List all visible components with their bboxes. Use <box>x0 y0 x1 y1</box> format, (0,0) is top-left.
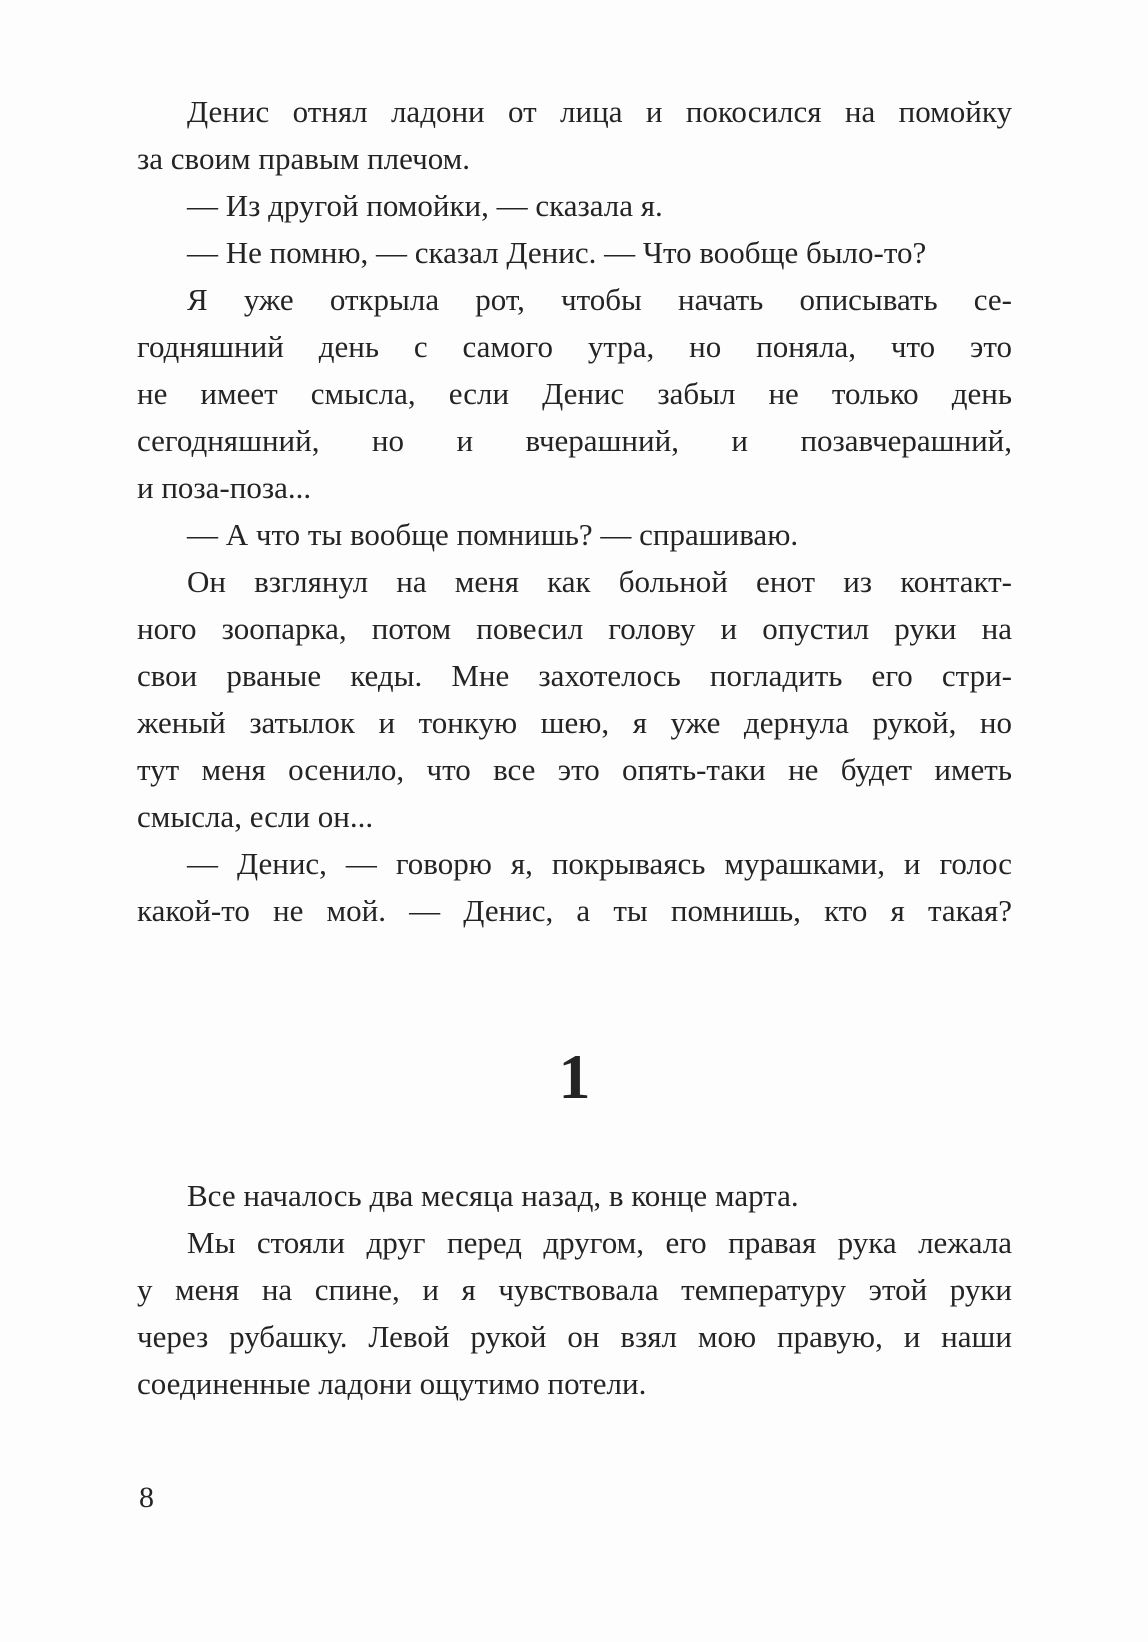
paragraph <box>137 276 1012 511</box>
text-line: — Из другой помойки, — сказала я. <box>187 188 663 223</box>
chapter-heading: 1 <box>558 1041 591 1112</box>
paragraph <box>137 88 1012 182</box>
body-text-section-before-chapter <box>137 88 1012 934</box>
text-column <box>137 0 1012 1407</box>
text-line: ного зоопарка, потом повесил голову и опустил руки на <box>137 611 1012 646</box>
text-line: тут меня осенило, что все это опять-таки не будет иметь <box>137 752 1012 787</box>
text-line: соединенные ладони ощутимо потели. <box>137 1366 647 1401</box>
text-line: у меня на спине, и я чувствовала температуру этой руки <box>137 1272 1012 1307</box>
text-line: свои рваные кеды. Мне захотелось погладить его стри- <box>137 658 1012 693</box>
text-line: сегодняшний, но и вчерашний, и позавчерашний, <box>137 423 1012 458</box>
paragraph <box>137 840 1012 934</box>
text-line: за своим правым плечом. <box>137 141 470 176</box>
text-line: через рубашку. Левой рукой он взял мою правую, и наши <box>137 1319 1012 1354</box>
paragraph <box>137 1172 1012 1219</box>
text-line: какой-то не мой. — Денис, а ты помнишь, кто я такая? <box>137 893 1012 928</box>
text-line: Он взглянул на меня как больной енот из контакт- <box>187 564 1012 599</box>
paragraph <box>137 558 1012 840</box>
text-line: — А что ты вообще помнишь? — спрашиваю. <box>187 517 799 552</box>
text-line: Я уже открыла рот, чтобы начать описывать се- <box>187 282 1012 317</box>
paragraph <box>137 511 1012 558</box>
text-line: и поза-поза... <box>137 470 312 505</box>
paragraph <box>137 229 1012 276</box>
text-line: смысла, если он... <box>137 799 374 834</box>
paragraph <box>137 182 1012 229</box>
text-line: — Не помню, — сказал Денис. — Что вообще было-то? <box>187 235 927 270</box>
page-number: 8 <box>139 1481 154 1514</box>
body-text-section-chapter-1 <box>137 1172 1012 1407</box>
text-line: Денис отнял ладони от лица и покосился на помойку <box>187 94 1012 129</box>
text-line: женый затылок и тонкую шею, я уже дернула рукой, но <box>137 705 1012 740</box>
text-line: Все началось два месяца назад, в конце марта. <box>187 1178 799 1213</box>
text-line: — Денис, — говорю я, покрываясь мурашками, и голос <box>187 846 1012 881</box>
text-line: годняшний день с самого утра, но поняла, что это <box>137 329 1012 364</box>
text-line: не имеет смысла, если Денис забыл не только день <box>137 376 1012 411</box>
paragraph <box>137 1219 1012 1407</box>
text-line: Мы стояли друг перед другом, его правая рука лежала <box>187 1225 1012 1260</box>
